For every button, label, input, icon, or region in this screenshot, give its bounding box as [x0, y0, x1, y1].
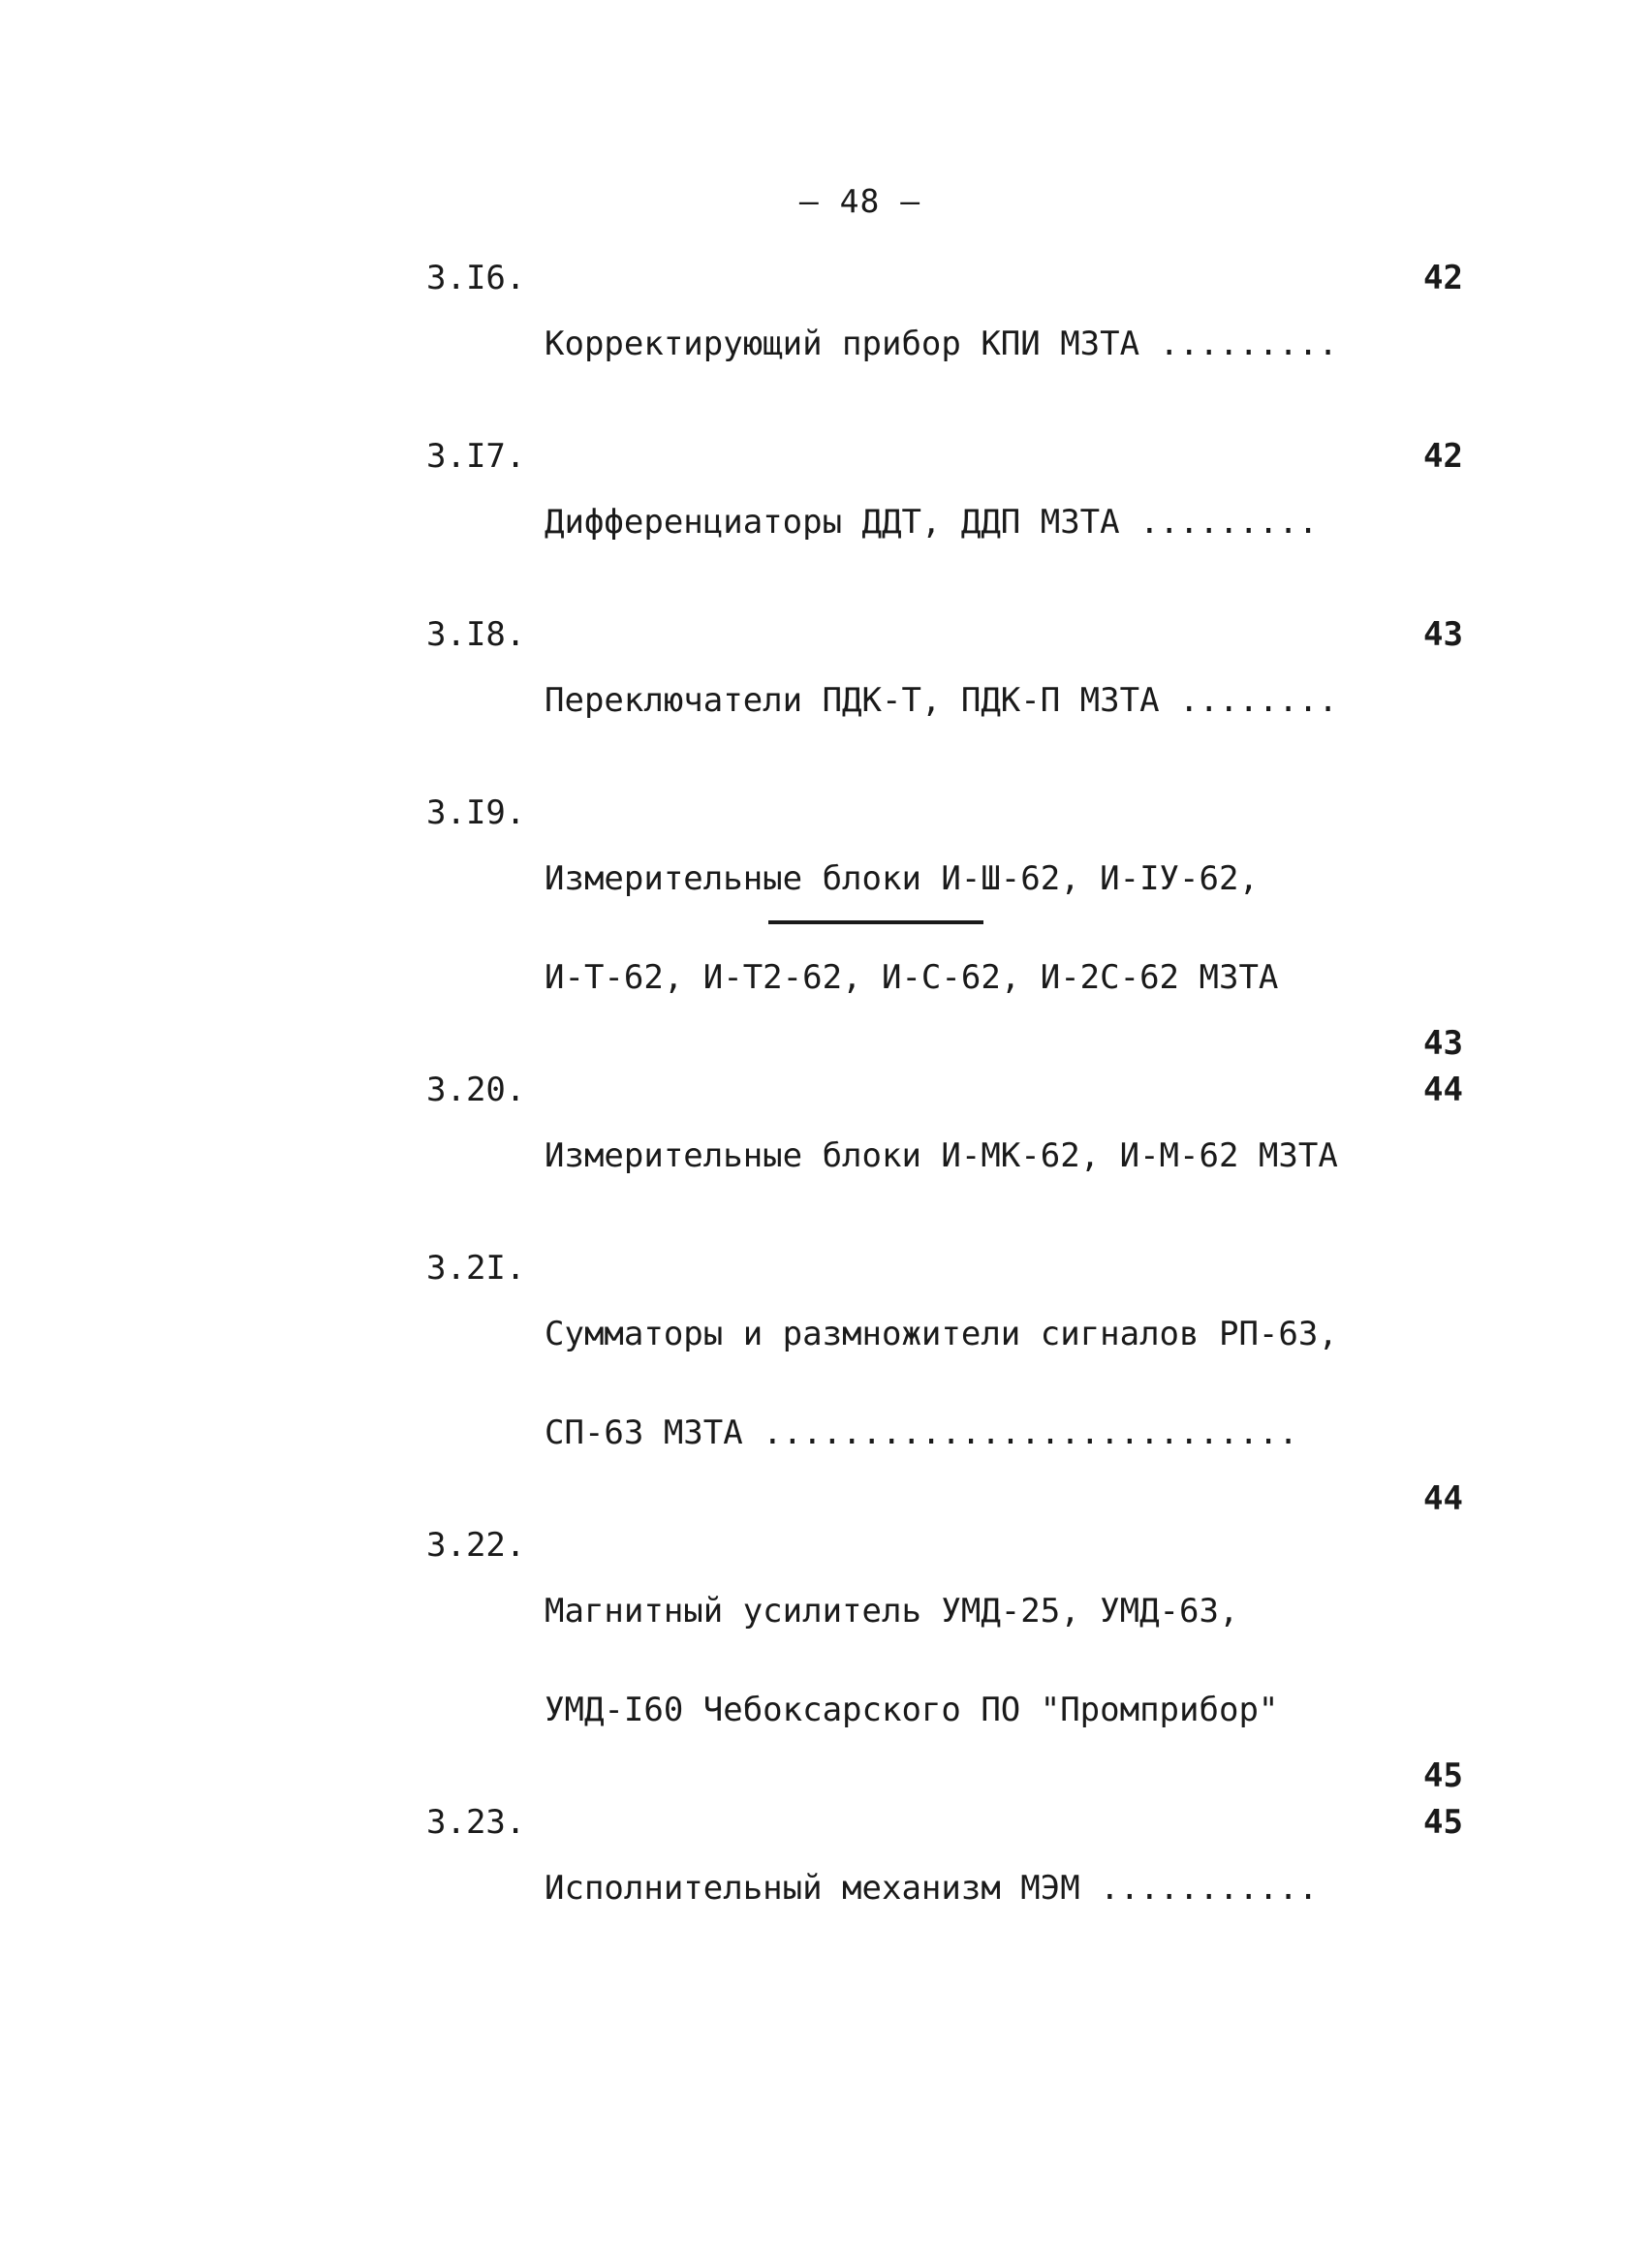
toc-entry-title [545, 1529, 1410, 1792]
toc-entry-page: 45 [1423, 1803, 1463, 1842]
toc-entry-title-line: И-Т-62, И-Т2-62, И-С-62, И-2С-62 МЗТА [545, 958, 1279, 997]
toc-entry-number: 3.I6. [426, 259, 526, 297]
toc-entry-page: 42 [1423, 259, 1463, 297]
toc-entry-page: 43 [1423, 615, 1463, 654]
toc-entry-number: 3.20. [426, 1071, 526, 1109]
toc-entry-number: 3.23. [426, 1803, 526, 1842]
toc-entry [426, 1803, 1463, 1971]
toc-entry-title-line: СП-63 МЗТА ........................... [545, 1414, 1298, 1452]
toc-entry-title-line: Дифференциаторы ДДТ, ДДП МЗТА ......... [545, 503, 1319, 542]
toc-entry-number: 3.I7. [426, 437, 526, 476]
toc-entry-title-line: Измерительные блоки И-МК-62, И-М-62 МЗТА [545, 1136, 1338, 1175]
toc-entry [426, 259, 1463, 426]
toc-entry [426, 1526, 1463, 1795]
toc-entry-number: 3.I9. [426, 793, 526, 832]
toc-entry-number: 3.2I. [426, 1249, 526, 1288]
toc-entry [426, 615, 1463, 783]
toc-entry [426, 437, 1463, 605]
toc-entry [426, 793, 1463, 1063]
toc-entry [426, 1073, 1463, 1238]
toc-entry-title-line: Корректирующий прибор КПИ МЗТА ......... [545, 325, 1338, 363]
toc-entry-title-line: УМД-I60 Чебоксарского ПО "Промприбор" [545, 1691, 1279, 1729]
toc-entry-title [545, 1252, 1410, 1515]
page-number: – 48 – [798, 182, 921, 220]
toc-entry-title [545, 1073, 1410, 1238]
toc-entry-number: 3.I8. [426, 615, 526, 654]
toc-entry-page: 42 [1423, 437, 1463, 476]
toc-entry-title [545, 618, 1410, 783]
table-of-contents [426, 259, 1463, 1984]
toc-entry-page: 44 [1423, 1479, 1463, 1518]
toc-entry-title [545, 262, 1410, 426]
toc-entry-title-line: Измерительные блоки И-Ш-62, И-IУ-62, [545, 859, 1259, 898]
toc-entry-title [545, 796, 1410, 1060]
toc-entry-title-line: Исполнительный механизм МЭМ ........... [545, 1869, 1319, 1908]
toc-entry-title-line: Сумматоры и размножители сигналов РП-63, [545, 1315, 1338, 1353]
toc-entry-page: 43 [1423, 1024, 1463, 1063]
toc-entry-title [545, 440, 1410, 605]
toc-entry-title [545, 1806, 1410, 1971]
toc-entry-page: 44 [1423, 1071, 1463, 1109]
end-rule-divider [768, 920, 983, 924]
toc-entry [426, 1249, 1463, 1518]
toc-entry-number: 3.22. [426, 1526, 526, 1565]
toc-entry-title-line: Переключатели ПДК-Т, ПДК-П МЗТА ........ [545, 681, 1338, 720]
toc-entry-title-line: Магнитный усилитель УМД-25, УМД-63, [545, 1592, 1239, 1631]
toc-entry-page: 45 [1423, 1756, 1463, 1795]
